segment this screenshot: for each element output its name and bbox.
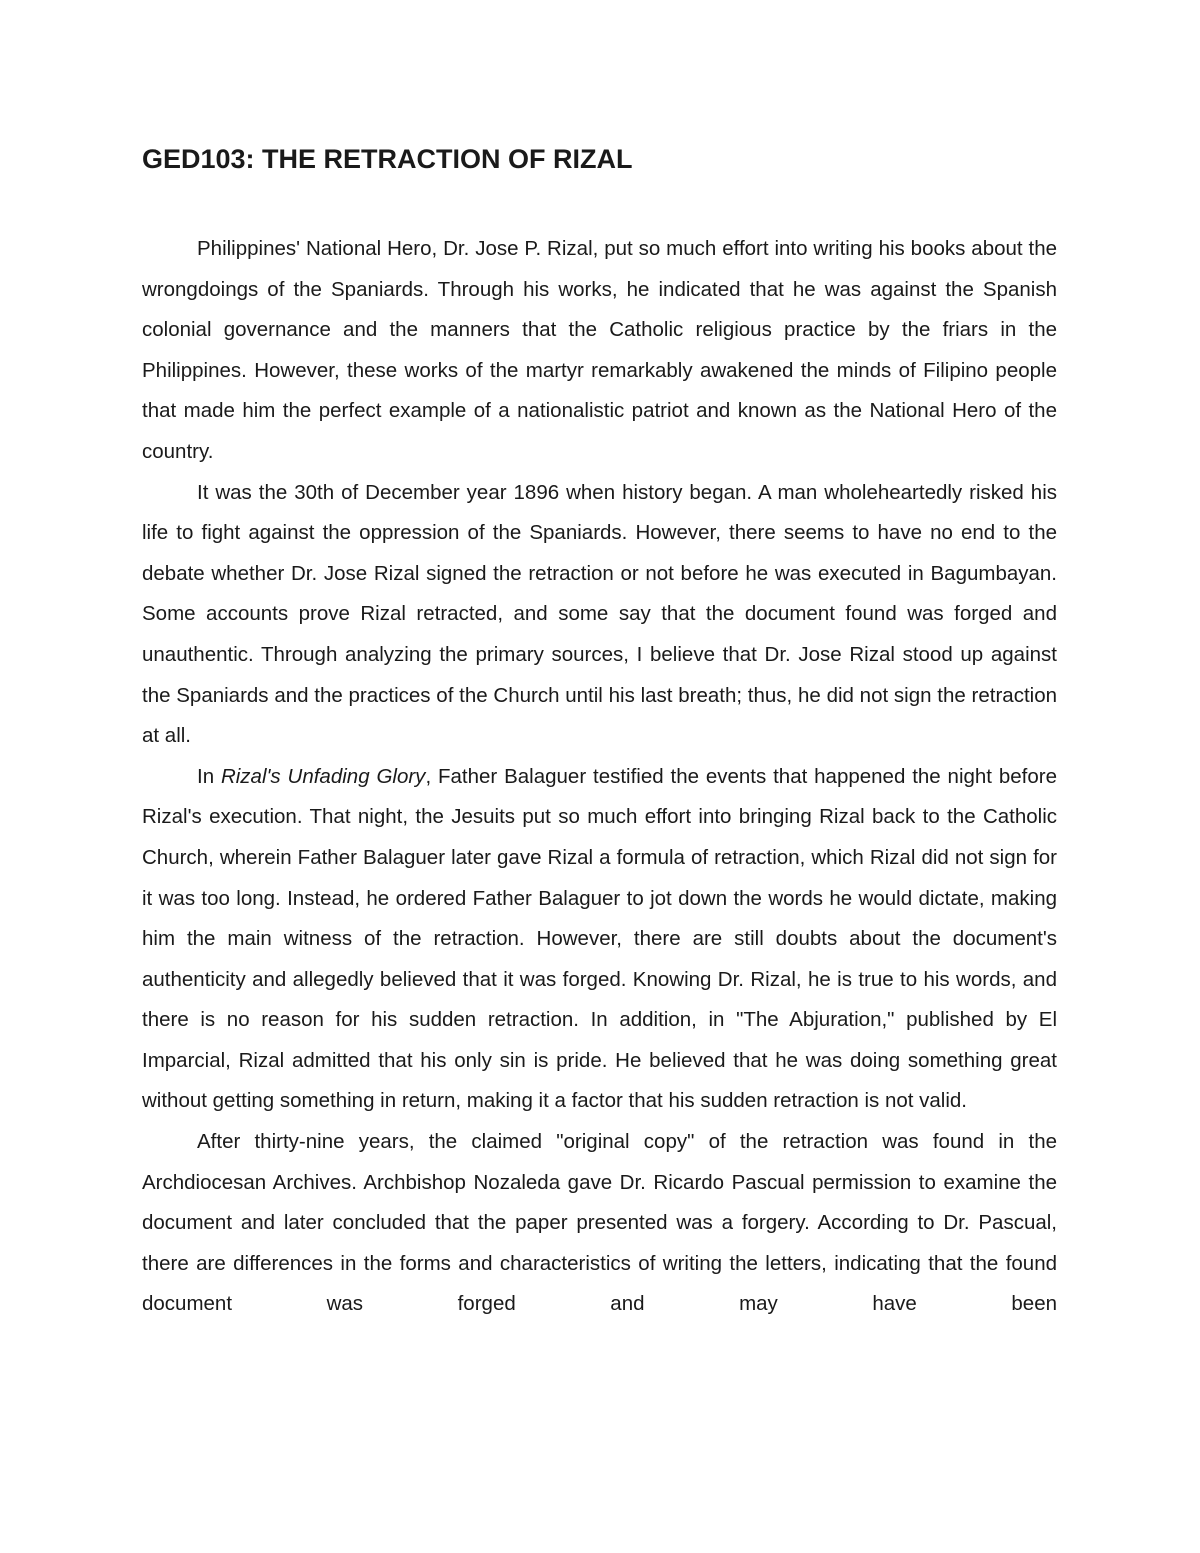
paragraph-3-lead: In xyxy=(197,764,221,788)
paragraph-1: Philippines' National Hero, Dr. Jose P. Rizal, put so much effort into writing his books about the wrongdoings of the Spaniards. Through his works, he indicated that he was against the Spanish colonial governance and the manners that the Catholic religious practice by the friars in the Philippines. However, these works of the martyr remarkably awakened the minds of Filipino people that made him the perfect example of a nationalistic patriot and known as the National Hero of the country. xyxy=(142,237,1057,463)
document-title: GED103: THE RETRACTION OF RIZAL xyxy=(142,144,633,174)
document-body xyxy=(142,229,1057,1325)
paragraph-3 xyxy=(142,757,1057,1122)
paragraph-4: After thirty-nine years, the claimed "original copy" of the retraction was found in the Archdiocesan Archives. Archbishop Nozaleda gave Dr. Ricardo Pascual permission to examine the document and later concluded that the paper presented was a forgery. According to Dr. Pascual, there are differences in the forms and characteristics of writing the letters, indicating that the found document was forged and may have been xyxy=(142,1130,1057,1316)
book-title-italic: Rizal's Unfading Glory xyxy=(220,764,426,788)
paragraph-2: It was the 30th of December year 1896 when history began. A man wholeheartedly risked his life to fight against the oppression of the Spaniards. However, there seems to have no end to the debate whether Dr. Jose Rizal signed the retraction or not before he was executed in Bagumbayan. Some accounts prove Rizal retracted, and some say that the document found was forged and unauthentic. Through analyzing the primary sources, I believe that Dr. Jose Rizal stood up against the Spaniards and the practices of the Church until his last breath; thus, he did not sign the retraction at all. xyxy=(142,480,1057,748)
paragraph-3-text: , Father Balaguer testified the events that happened the night before Rizal's execution. That night, the Jesuits put so much effort into bringing Rizal back to the Catholic Church, wherein Father Balaguer later gave Rizal a formula of retraction, which Rizal did not sign for it was too long. Instead, he ordered Father Balaguer to jot down the words he would dictate, making him the main witness of the retraction. However, there are still doubts about the document's authenticity and allegedly believed that it was forged. Knowing Dr. Rizal, he is true to his words, and there is no reason for his sudden retraction. In addition, in "The Abjuration," published by El Imparcial, Rizal admitted that his only sin is pride. He believed that he was doing something great without getting something in return, making it a factor that his sudden retraction is not valid. xyxy=(142,764,1057,1113)
